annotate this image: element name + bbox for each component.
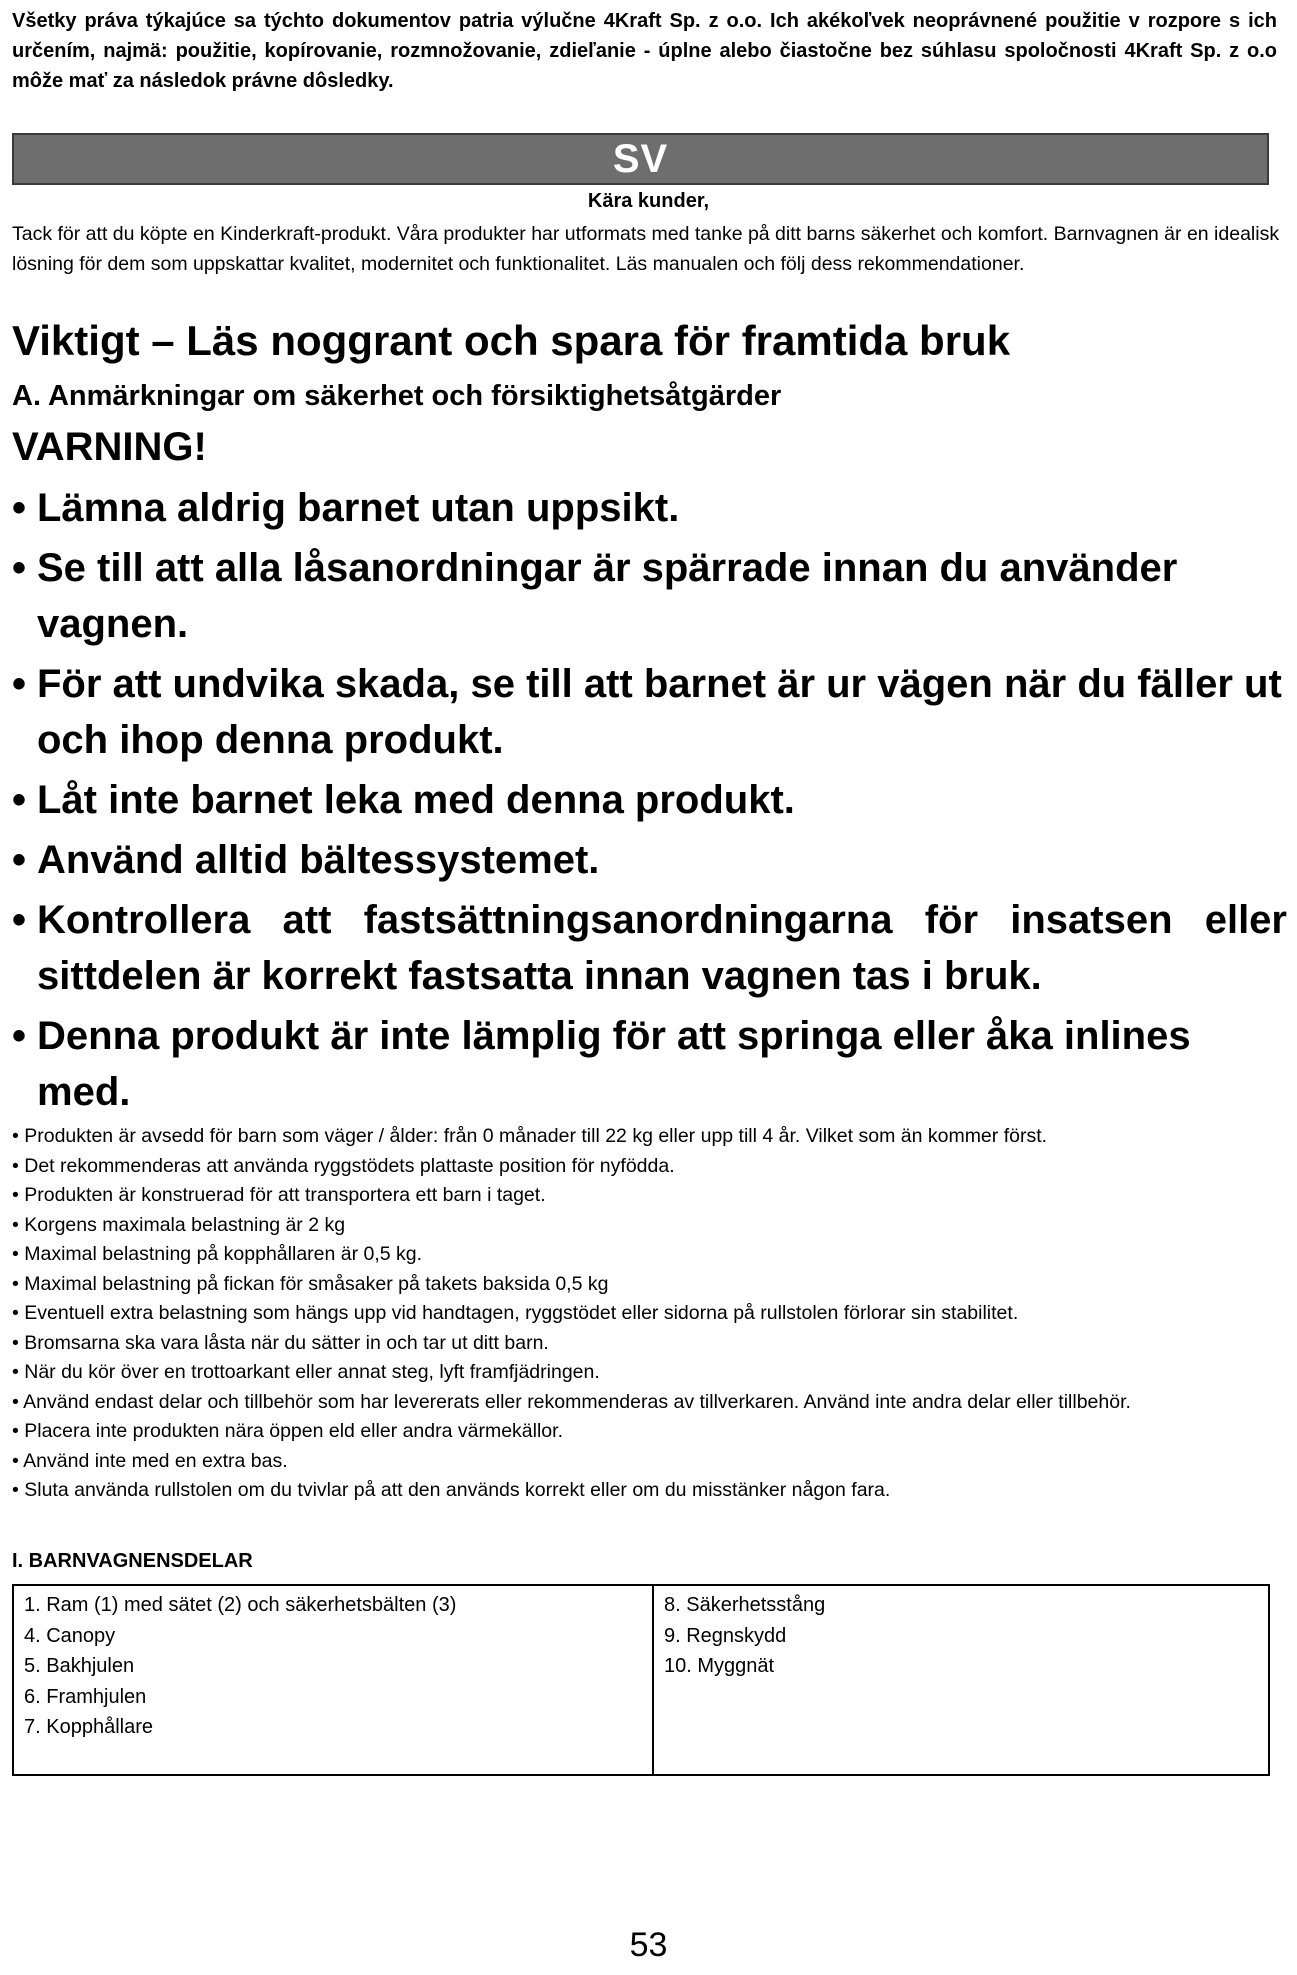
part-item: 8. Säkerhetsstång bbox=[664, 1594, 826, 1616]
minor-warning-item: • Korgens maximala belastning är 2 kg bbox=[12, 1213, 346, 1236]
major-warning-item bbox=[12, 832, 1287, 888]
heading-section-a: A. Anmärkningar om säkerhet och försiktighetsåtgärder bbox=[12, 380, 782, 412]
bullet-icon: • bbox=[12, 546, 27, 590]
major-warning-item bbox=[12, 480, 1287, 536]
major-warning-item bbox=[12, 540, 1287, 652]
major-warning-item bbox=[12, 656, 1287, 768]
part-item: 9. Regnskydd bbox=[664, 1624, 787, 1647]
part-item: 1. Ram (1) med sätet (2) och säkerhetsbälten (3) bbox=[24, 1594, 457, 1616]
bullet-icon: • bbox=[12, 898, 27, 942]
language-code: SV bbox=[612, 136, 669, 181]
minor-warning-item: • Använd inte med en extra bas. bbox=[12, 1449, 288, 1472]
minor-warning-item: • Maximal belastning på kopphållaren är 0,5 kg. bbox=[12, 1243, 423, 1265]
parts-column-right bbox=[653, 1585, 1269, 1775]
major-warning-text: Använd alltid bältessystemet. bbox=[37, 838, 600, 882]
salutation: Kära kunder, bbox=[587, 190, 710, 212]
major-warning-text: Denna produkt är inte lämplig för att springa eller åka inlines med. bbox=[37, 1014, 1191, 1114]
minor-warning-item: • Maximal belastning på fickan för småsaker på takets baksida 0,5 kg bbox=[12, 1272, 609, 1295]
language-banner bbox=[12, 133, 1269, 185]
parts-column-left bbox=[13, 1585, 653, 1775]
part-item: 4. Canopy bbox=[24, 1624, 116, 1647]
part-item: 5. Bakhjulen bbox=[24, 1655, 135, 1677]
copyright-notice: Všetky práva týkajúce sa týchto dokumentov patria výlučne 4Kraft Sp. z o.o. Ich akékoľvek neoprávnené použitie v rozpore s ich určením, najmä: použitie, kopírovanie, rozmnožovanie, zdieľanie - úplne alebo čiastočne bez súhlasu spoločnosti 4Kraft Sp. z o.o môže mať za následok právne dôsledky. bbox=[12, 10, 1277, 92]
major-warning-item bbox=[12, 772, 1287, 828]
heading-important: Viktigt – Läs noggrant och spara för framtida bruk bbox=[12, 317, 1011, 364]
minor-warning-item: • Produkten är avsedd för barn som väger / ålder: från 0 månader till 22 kg eller upp till 4 år. Vilket som än kommer först. bbox=[12, 1125, 1048, 1147]
page-number: 53 bbox=[629, 1926, 668, 1964]
part-item: 6. Framhjulen bbox=[24, 1685, 147, 1708]
bullet-icon: • bbox=[12, 1014, 27, 1058]
parts-table-row bbox=[13, 1585, 1269, 1775]
minor-warning-item: • Bromsarna ska vara låsta när du sätter in och tar ut ditt barn. bbox=[12, 1331, 549, 1354]
bullet-icon: • bbox=[12, 662, 27, 706]
minor-warning-item: • När du kör över en trottoarkant eller annat steg, lyft framfjädringen. bbox=[12, 1361, 600, 1383]
heading-warning: VARNING! bbox=[12, 425, 207, 469]
minor-warning-item: • Det rekommenderas att använda ryggstödets plattaste position för nyfödda. bbox=[12, 1154, 675, 1177]
parts-table bbox=[12, 1584, 1270, 1776]
minor-warnings-list bbox=[12, 1122, 1284, 1506]
major-warnings-list bbox=[12, 480, 1287, 1124]
minor-warning-item: • Produkten är konstruerad för att transportera ett barn i taget. bbox=[12, 1184, 546, 1206]
minor-warning-item: • Eventuell extra belastning som hängs upp vid handtagen, ryggstödet eller sidorna på rullstolen förlorar sin stabilitet. bbox=[12, 1302, 1019, 1324]
part-item: 10. Myggnät bbox=[664, 1655, 775, 1677]
bullet-icon: • bbox=[12, 778, 27, 822]
major-warning-item bbox=[12, 892, 1287, 1004]
minor-warning-item: • Sluta använda rullstolen om du tvivlar på att den används korrekt eller om du misstänker någon fara. bbox=[12, 1479, 891, 1501]
minor-warning-item: • Använd endast delar och tillbehör som har levererats eller rekommenderas av tillverkaren. Använd inte andra delar eller tillbehör. bbox=[12, 1390, 1131, 1413]
major-warning-text: Kontrollera att fastsättningsanordningarna för insatsen eller sittdelen är korrekt fastsatta innan vagnen tas i bruk. bbox=[37, 898, 1287, 998]
major-warning-text: Låt inte barnet leka med denna produkt. bbox=[37, 778, 795, 822]
minor-warning-item: • Placera inte produkten nära öppen eld eller andra värmekällor. bbox=[12, 1420, 563, 1442]
major-warning-text: Lämna aldrig barnet utan uppsikt. bbox=[37, 486, 680, 530]
major-warning-text: För att undvika skada, se till att barnet är ur vägen när du fäller ut och ihop denna produkt. bbox=[37, 662, 1282, 762]
bullet-icon: • bbox=[12, 838, 27, 882]
bullet-icon: • bbox=[12, 486, 27, 530]
parts-heading: I. BARNVAGNENSDELAR bbox=[12, 1550, 253, 1572]
intro-paragraph: Tack för att du köpte en Kinderkraft-produkt. Våra produkter har utformats med tanke på ditt barns säkerhet och komfort. Barnvagnen är en idealisk lösning för dem som uppskattar kvalitet, modernitet och funktionalitet. Läs manualen och följ dess rekommendationer. bbox=[12, 223, 1280, 275]
major-warning-text: Se till att alla låsanordningar är spärrade innan du använder vagnen. bbox=[37, 546, 1178, 646]
major-warning-item bbox=[12, 1008, 1287, 1120]
part-item: 7. Kopphållare bbox=[24, 1716, 153, 1738]
